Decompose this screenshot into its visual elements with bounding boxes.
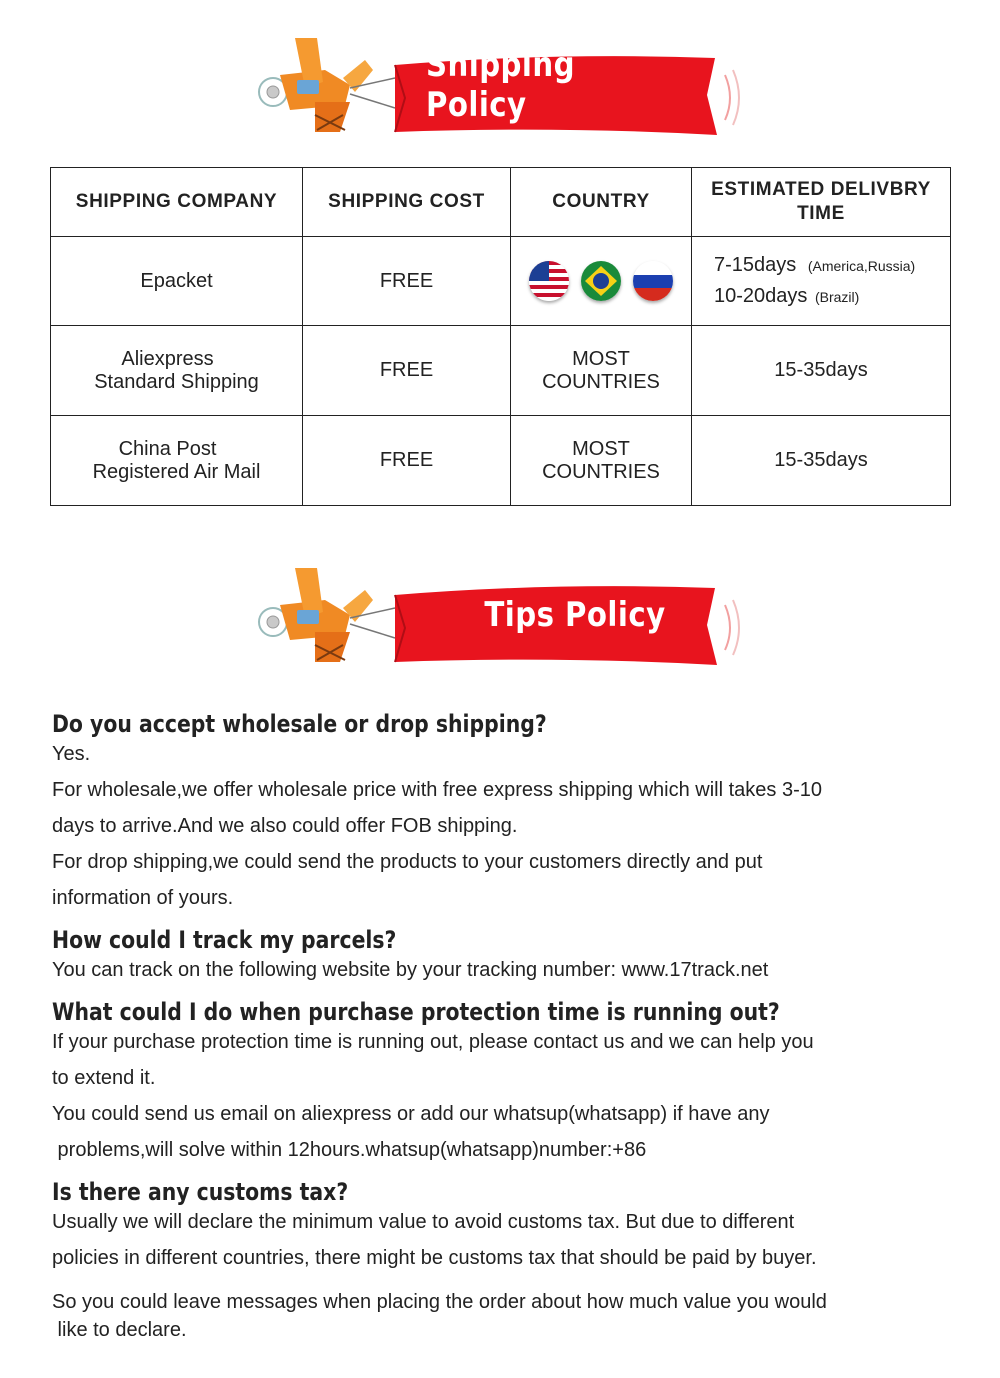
- faq-question: How could I track my parcels?: [52, 926, 397, 954]
- header-country: COUNTRY: [511, 168, 692, 237]
- tips-policy-banner: [255, 560, 745, 670]
- country-cell: [511, 237, 692, 326]
- table-header-row: [51, 168, 951, 237]
- company-cell: Aliexpress Standard Shipping: [51, 326, 303, 416]
- delivery-cell: [692, 237, 951, 326]
- faq-question: Is there any customs tax?: [52, 1178, 349, 1206]
- note-brazil: (Brazil): [814, 289, 860, 305]
- company-cell: Epacket: [51, 237, 303, 326]
- header-shipping-cost: SHIPPING COST: [303, 168, 511, 237]
- brazil-flag-icon: [581, 261, 621, 301]
- table-row: [51, 237, 951, 326]
- faq-customs-tax: [52, 1174, 952, 1276]
- delivery-cell: 15-35days: [692, 416, 951, 506]
- header-shipping-company: SHIPPING COMPANY: [51, 168, 303, 237]
- days-america-russia: 7-15days: [714, 254, 797, 276]
- shipping-policy-banner: [255, 30, 745, 140]
- shipping-table: [50, 167, 951, 506]
- header-estimated-delivery: ESTIMATED DELIVBRY TIME: [692, 168, 951, 237]
- faq-answer: You can track on the following website by your tracking number: www.17track.net: [52, 959, 769, 981]
- declare-value-note: So you could leave messages when placing the order about how much value you would like to declare.: [52, 1291, 827, 1341]
- faq-answer: Yes. For wholesale,we offer wholesale price with free express shipping which will takes 3-10 days to arrive.And we also could offer FOB shipping. For drop shipping,we could send the products to your customers directly and put information of yours.: [52, 743, 822, 909]
- delivery-cell: 15-35days: [692, 326, 951, 416]
- airplane-icon: [259, 38, 395, 132]
- country-cell: MOST COUNTRIES: [511, 326, 692, 416]
- banner-title: Tips Policy: [484, 595, 666, 635]
- note-america-russia: (America,Russia): [807, 258, 916, 274]
- cost-cell: FREE: [303, 237, 511, 326]
- faq-question: Do you accept wholesale or drop shipping?: [52, 710, 547, 738]
- faq-question: What could I do when purchase protection time is running out?: [52, 998, 780, 1026]
- days-brazil: 10-20days: [714, 285, 808, 307]
- table-row: [51, 416, 951, 506]
- faq-tracking: [52, 922, 952, 988]
- faq-wholesale: [52, 706, 952, 916]
- faq-purchase-protection: [52, 994, 952, 1168]
- airplane-icon: [259, 568, 395, 662]
- faq-answer: If your purchase protection time is running out, please contact us and we can help you to extend it. You could send us email on aliexpress or add our whatsup(whatsapp) if have any problems,will solve within 12hours.whatsup(whatsapp)number:+86: [52, 1031, 814, 1161]
- cost-cell: FREE: [303, 326, 511, 416]
- usa-flag-icon: [529, 261, 569, 301]
- banner-title: Shipping Policy: [426, 45, 575, 125]
- company-cell: China Post Registered Air Mail: [51, 416, 303, 506]
- cost-cell: FREE: [303, 416, 511, 506]
- faq-answer: Usually we will declare the minimum value to avoid customs tax. But due to different policies in different countries, there might be customs tax that should be paid by buyer.: [52, 1211, 817, 1269]
- russia-flag-icon: [633, 261, 673, 301]
- table-row: [51, 326, 951, 416]
- country-cell: MOST COUNTRIES: [511, 416, 692, 506]
